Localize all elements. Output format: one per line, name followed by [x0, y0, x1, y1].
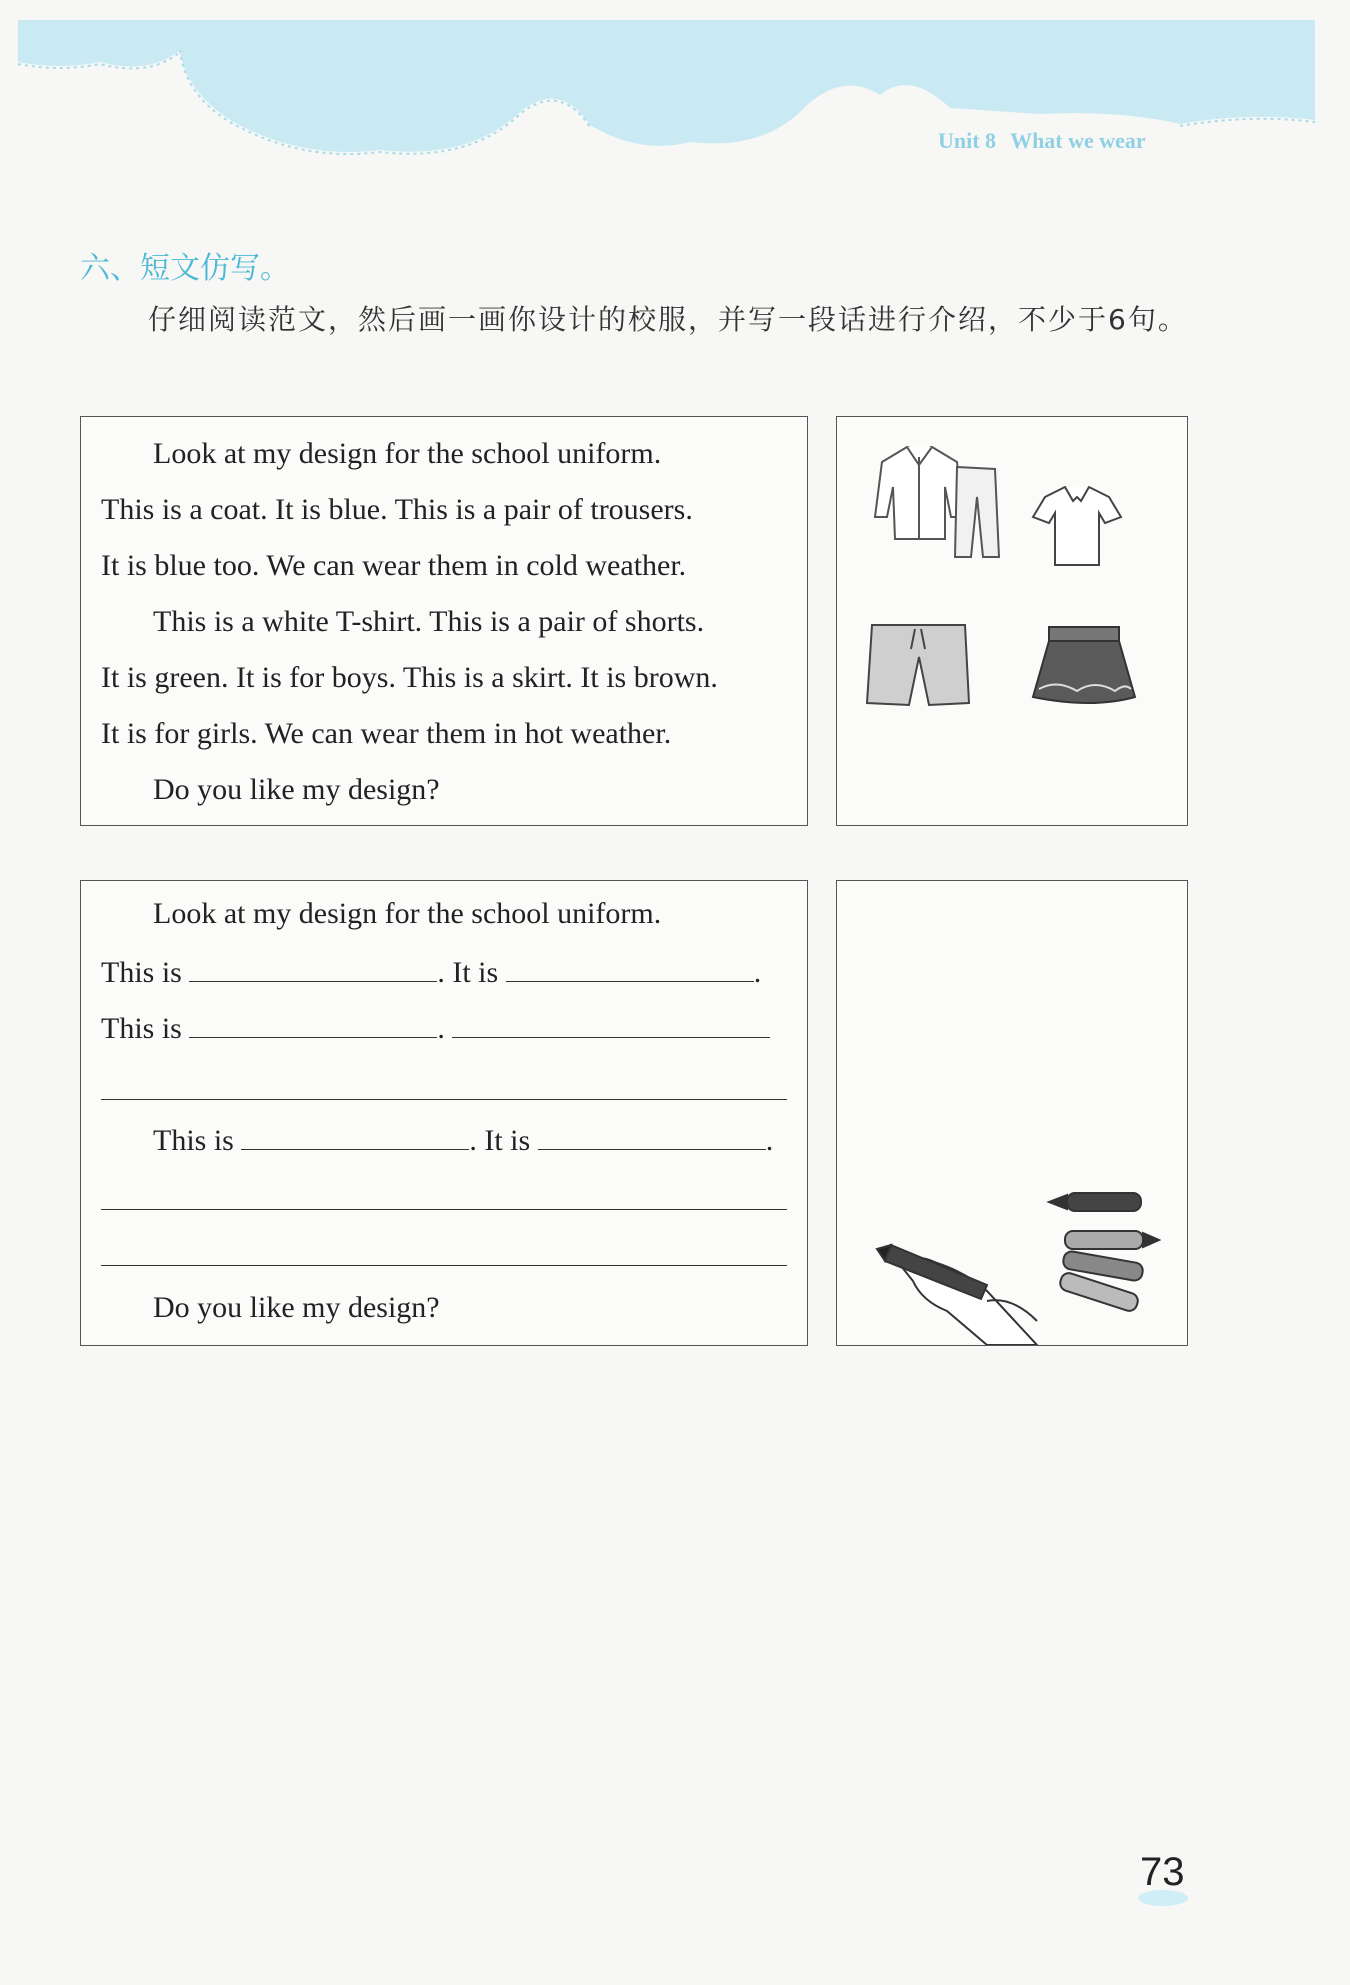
blank-sentence-2[interactable]: [452, 1011, 770, 1038]
unit-name: What we wear: [1010, 128, 1146, 153]
template-line-1: [101, 955, 761, 990]
blank-item-1[interactable]: [189, 955, 437, 982]
template-closing: Do you like my design?: [153, 1291, 440, 1324]
model-line: It is green. It is for boys. This is a skirt. It is brown.: [101, 661, 718, 694]
blank-full-line-3[interactable]: [101, 1265, 787, 1266]
instructions: 仔细阅读范文，然后画一画你设计的校服，并写一段话进行介绍，不少于6句。: [148, 303, 1188, 336]
blank-full-line-1[interactable]: [101, 1099, 787, 1100]
it-is-label: . It is: [437, 956, 499, 989]
model-line: It is blue too. We can wear them in cold weather.: [101, 549, 687, 582]
this-is-label: This is: [101, 956, 182, 989]
this-is-label: This is: [153, 1124, 234, 1157]
model-line: Look at my design for the school uniform.: [153, 437, 662, 470]
blank-description-1[interactable]: [506, 955, 754, 982]
period: .: [753, 956, 762, 989]
blank-item-3[interactable]: [241, 1123, 469, 1150]
drawing-box[interactable]: [836, 880, 1188, 1346]
model-text-box: [80, 416, 808, 826]
template-line-2: [101, 1011, 770, 1046]
blank-description-3[interactable]: [538, 1123, 766, 1150]
writing-box: [80, 880, 808, 1346]
model-line: This is a coat. It is blue. This is a pair of trousers.: [101, 493, 693, 526]
unit-title: [938, 128, 1146, 154]
page-number: 73: [1140, 1850, 1185, 1894]
blank-full-line-2[interactable]: [101, 1209, 787, 1210]
model-line: It is for girls. We can wear them in hot weather.: [101, 717, 672, 750]
model-line: This is a white T-shirt. This is a pair of shorts.: [153, 605, 705, 638]
model-line: Do you like my design?: [153, 773, 440, 806]
section-title: 六、短文仿写。: [80, 251, 290, 286]
this-is-label: This is: [101, 1012, 182, 1045]
model-illustration-box: [836, 416, 1188, 826]
crayons-illustration: [1049, 1193, 1159, 1313]
header-banner: [0, 0, 1350, 170]
template-intro: Look at my design for the school uniform.: [153, 897, 662, 930]
period: .: [765, 1124, 774, 1157]
shorts-illustration: [867, 625, 969, 705]
blank-item-2[interactable]: [189, 1011, 437, 1038]
skirt-illustration: [1033, 627, 1135, 703]
unit-number: Unit 8: [938, 128, 997, 153]
it-is-label: . It is: [469, 1124, 531, 1157]
hand-with-marker-illustration: [877, 1245, 1037, 1345]
period: .: [437, 1012, 445, 1045]
template-line-3: [153, 1123, 773, 1158]
coat-trousers-illustration: [875, 447, 999, 557]
polo-shirt-illustration: [1033, 487, 1121, 565]
